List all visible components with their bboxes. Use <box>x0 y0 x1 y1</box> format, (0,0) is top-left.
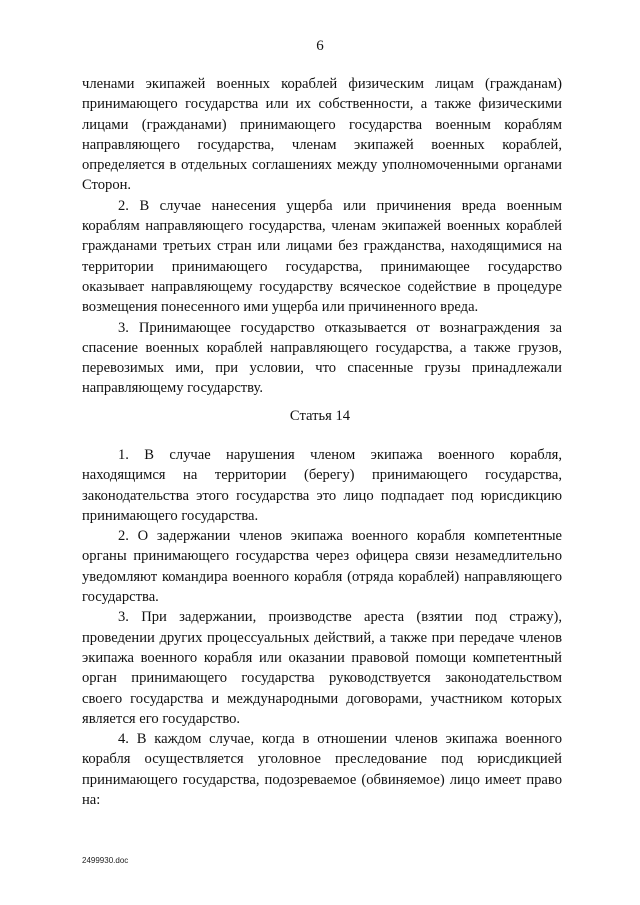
section-text-block <box>82 74 562 399</box>
paragraph-item-2: 2. В случае нанесения ущерба или причинения вреда военным кораблям направляющего государства, членам экипажей военных кораблей гражданами третьих стран или лицами без гражданства, находящимися на территории принимающего государства, принимающее государство оказывает направляющему государству всяческое содействие в процедуре возмещения понесенного ими ущерба или причиненного вреда. <box>82 197 562 316</box>
footer-filename: 2499930.doc <box>82 856 129 865</box>
paragraph-item-3: 3. Принимающее государство отказывается от вознаграждения за спасение военных кораблей направляющего государства, а также грузов, перевозимых ими, при условии, что спасенные грузы принадлежали направляющему государству. <box>82 319 562 397</box>
page-number: 6 <box>316 38 324 54</box>
article-paragraph-4: 4. В каждом случае, когда в отношении членов экипажа военного корабля осуществляется уголовное преследование под юрисдикцией принимающего государства, подозреваемое (обвиняемое) лицо имеет право на: <box>82 731 562 809</box>
article-paragraph-2: 2. О задержании членов экипажа военного корабля компетентные органы принимающего государства через офицера связи незамедлительно уведомляют командира военного корабля (отряда кораблей) направляющего государства. <box>82 528 562 606</box>
paragraph-continuation: членами экипажей военных кораблей физическим лицам (гражданам) принимающего государства или их собственности, а также физическими лицами (гражданами) принимающего государства военным кораблям направляющего государства, членам экипажей военных кораблей, определяется в отдельных соглашениях между уполномоченными органами Сторон. <box>82 76 562 194</box>
article-paragraph-3: 3. При задержании, производстве ареста (взятии под стражу), проведении других процессуальных действий, а также при передаче членов экипажа военного корабля или оказании правовой помощи компетентный орган принимающего государства руководствуется законодательством своего государства и международными договорами, участником которых является его государство. <box>82 609 562 727</box>
article-text-block <box>82 445 562 810</box>
article-paragraph-1: 1. В случае нарушения членом экипажа военного корабля, находящимся на территории (берегу) принимающего государства, законодательства этого государства это лицо подпадает под юрисдикцию принимающего государства. <box>82 447 562 524</box>
article-heading: Статья 14 <box>289 408 351 424</box>
